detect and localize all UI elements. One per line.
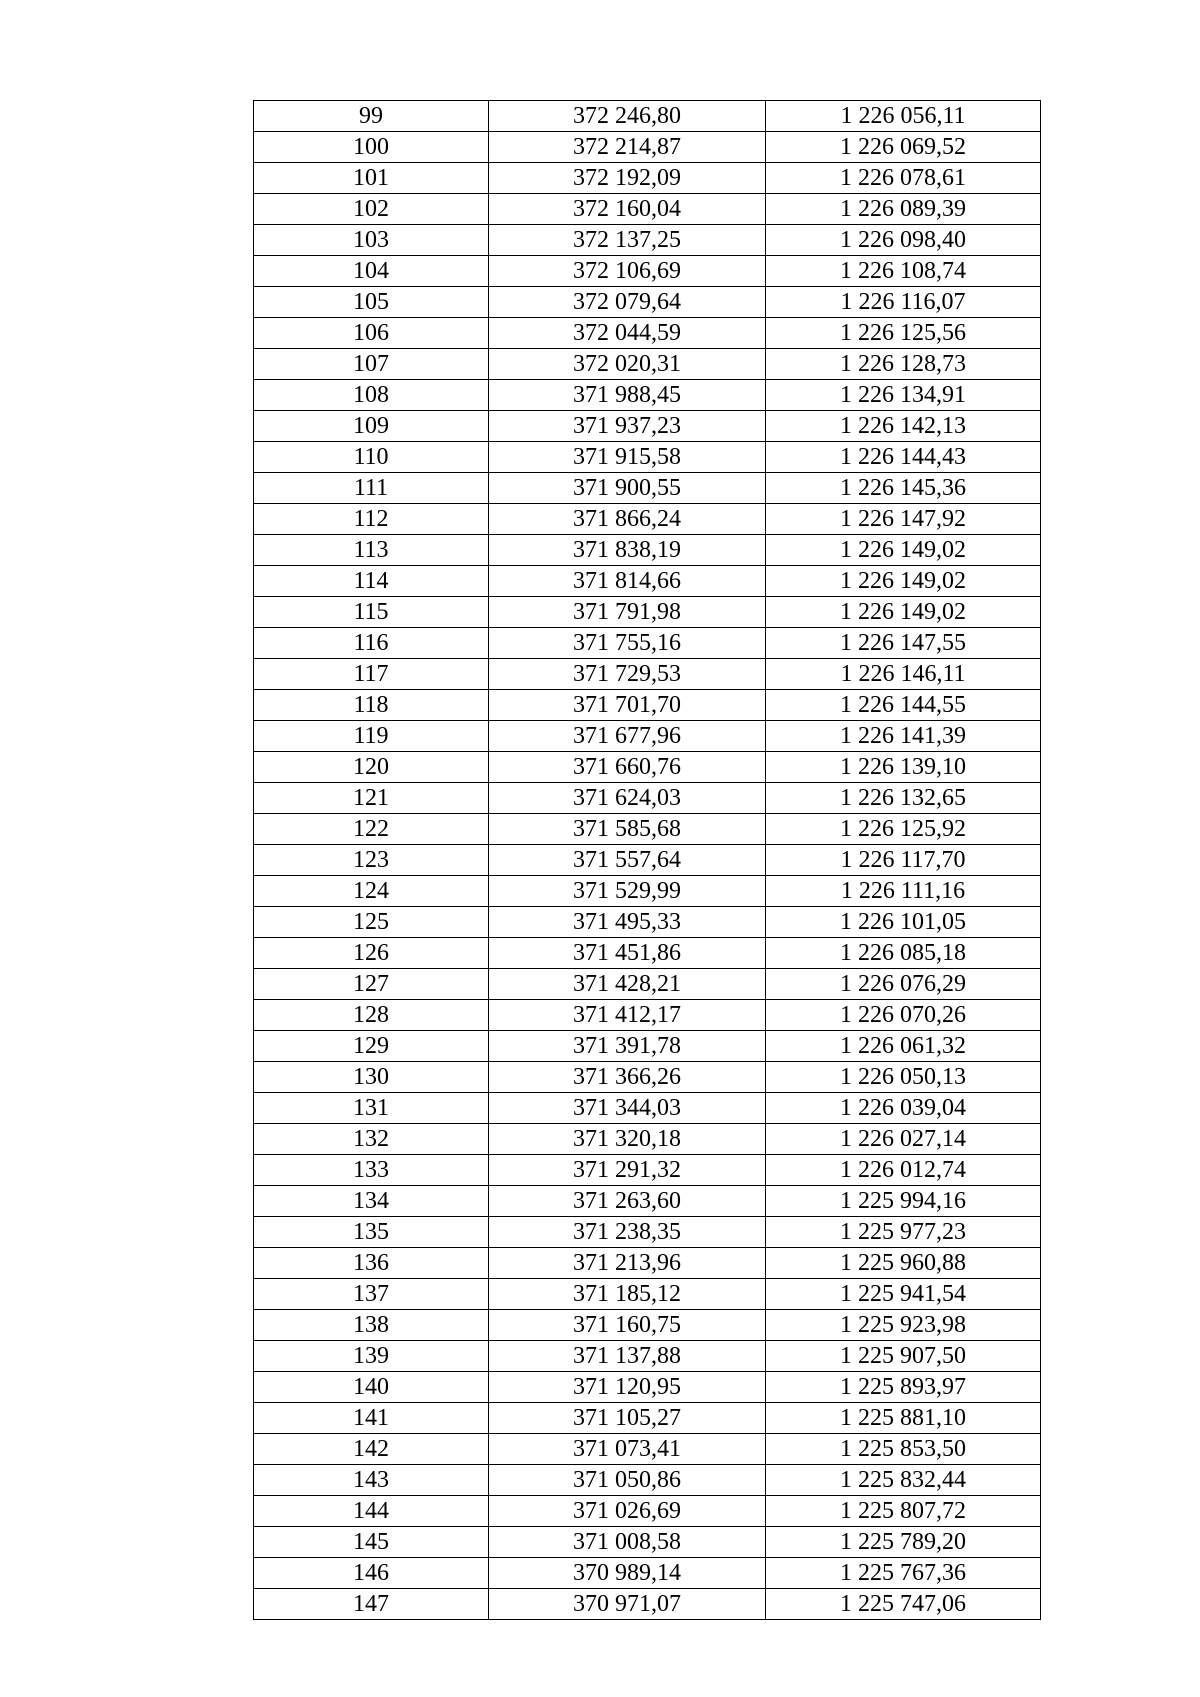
x-coordinate-cell: 371 937,23: [489, 411, 766, 442]
x-coordinate-cell: 372 246,80: [489, 101, 766, 132]
x-coordinate-cell: 372 044,59: [489, 318, 766, 349]
point-number-cell: 143: [254, 1465, 489, 1496]
point-number-cell: 116: [254, 628, 489, 659]
table-row: [254, 411, 1041, 442]
point-number-cell: 132: [254, 1124, 489, 1155]
table-row: [254, 752, 1041, 783]
point-number-cell: 134: [254, 1186, 489, 1217]
point-number-cell: 112: [254, 504, 489, 535]
point-number-cell: 125: [254, 907, 489, 938]
table-row: [254, 1031, 1041, 1062]
table-row: [254, 907, 1041, 938]
table-row: [254, 535, 1041, 566]
table-row: [254, 969, 1041, 1000]
table-row: [254, 783, 1041, 814]
point-number-cell: 109: [254, 411, 489, 442]
point-number-cell: 138: [254, 1310, 489, 1341]
x-coordinate-cell: 371 320,18: [489, 1124, 766, 1155]
point-number-cell: 140: [254, 1372, 489, 1403]
x-coordinate-cell: 371 160,75: [489, 1310, 766, 1341]
point-number-cell: 131: [254, 1093, 489, 1124]
point-number-cell: 100: [254, 132, 489, 163]
y-coordinate-cell: 1 225 881,10: [766, 1403, 1041, 1434]
y-coordinate-cell: 1 226 125,92: [766, 814, 1041, 845]
y-coordinate-cell: 1 226 134,91: [766, 380, 1041, 411]
y-coordinate-cell: 1 226 141,39: [766, 721, 1041, 752]
x-coordinate-cell: 372 137,25: [489, 225, 766, 256]
point-number-cell: 147: [254, 1589, 489, 1620]
y-coordinate-cell: 1 226 144,43: [766, 442, 1041, 473]
y-coordinate-cell: 1 226 098,40: [766, 225, 1041, 256]
point-number-cell: 118: [254, 690, 489, 721]
table-row: [254, 1341, 1041, 1372]
table-row: [254, 504, 1041, 535]
table-row: [254, 1310, 1041, 1341]
y-coordinate-cell: 1 226 012,74: [766, 1155, 1041, 1186]
x-coordinate-cell: 371 391,78: [489, 1031, 766, 1062]
y-coordinate-cell: 1 226 142,13: [766, 411, 1041, 442]
y-coordinate-cell: 1 225 941,54: [766, 1279, 1041, 1310]
y-coordinate-cell: 1 226 144,55: [766, 690, 1041, 721]
x-coordinate-cell: 371 291,32: [489, 1155, 766, 1186]
y-coordinate-cell: 1 226 050,13: [766, 1062, 1041, 1093]
point-number-cell: 126: [254, 938, 489, 969]
point-number-cell: 124: [254, 876, 489, 907]
y-coordinate-cell: 1 226 061,32: [766, 1031, 1041, 1062]
table-row: [254, 1527, 1041, 1558]
y-coordinate-cell: 1 226 070,26: [766, 1000, 1041, 1031]
y-coordinate-cell: 1 226 108,74: [766, 256, 1041, 287]
y-coordinate-cell: 1 226 145,36: [766, 473, 1041, 504]
point-number-cell: 144: [254, 1496, 489, 1527]
x-coordinate-cell: 372 192,09: [489, 163, 766, 194]
table-row: [254, 287, 1041, 318]
y-coordinate-cell: 1 226 078,61: [766, 163, 1041, 194]
point-number-cell: 122: [254, 814, 489, 845]
point-number-cell: 129: [254, 1031, 489, 1062]
table-row: [254, 597, 1041, 628]
x-coordinate-cell: 371 120,95: [489, 1372, 766, 1403]
point-number-cell: 102: [254, 194, 489, 225]
x-coordinate-cell: 371 915,58: [489, 442, 766, 473]
point-number-cell: 111: [254, 473, 489, 504]
x-coordinate-cell: 372 160,04: [489, 194, 766, 225]
table-row: [254, 132, 1041, 163]
point-number-cell: 127: [254, 969, 489, 1000]
x-coordinate-cell: 371 344,03: [489, 1093, 766, 1124]
y-coordinate-cell: 1 225 853,50: [766, 1434, 1041, 1465]
point-number-cell: 107: [254, 349, 489, 380]
y-coordinate-cell: 1 226 101,05: [766, 907, 1041, 938]
y-coordinate-cell: 1 226 132,65: [766, 783, 1041, 814]
point-number-cell: 110: [254, 442, 489, 473]
x-coordinate-cell: 371 495,33: [489, 907, 766, 938]
x-coordinate-cell: 371 026,69: [489, 1496, 766, 1527]
table-row: [254, 1217, 1041, 1248]
x-coordinate-cell: 371 900,55: [489, 473, 766, 504]
y-coordinate-cell: 1 226 147,55: [766, 628, 1041, 659]
table-row: [254, 1186, 1041, 1217]
table-row: [254, 194, 1041, 225]
y-coordinate-cell: 1 226 146,11: [766, 659, 1041, 690]
table-row: [254, 1496, 1041, 1527]
x-coordinate-cell: 371 008,58: [489, 1527, 766, 1558]
y-coordinate-cell: 1 225 907,50: [766, 1341, 1041, 1372]
y-coordinate-cell: 1 226 027,14: [766, 1124, 1041, 1155]
x-coordinate-cell: 371 660,76: [489, 752, 766, 783]
point-number-cell: 120: [254, 752, 489, 783]
x-coordinate-cell: 371 755,16: [489, 628, 766, 659]
table-row: [254, 101, 1041, 132]
table-row: [254, 318, 1041, 349]
table-row: [254, 1062, 1041, 1093]
y-coordinate-cell: 1 226 076,29: [766, 969, 1041, 1000]
y-coordinate-cell: 1 225 807,72: [766, 1496, 1041, 1527]
table-row: [254, 1000, 1041, 1031]
x-coordinate-cell: 371 428,21: [489, 969, 766, 1000]
table-row: [254, 1403, 1041, 1434]
x-coordinate-cell: 371 729,53: [489, 659, 766, 690]
x-coordinate-cell: 371 238,35: [489, 1217, 766, 1248]
table-row: [254, 1558, 1041, 1589]
y-coordinate-cell: 1 225 994,16: [766, 1186, 1041, 1217]
point-number-cell: 99: [254, 101, 489, 132]
table-row: [254, 225, 1041, 256]
x-coordinate-cell: 371 988,45: [489, 380, 766, 411]
point-number-cell: 146: [254, 1558, 489, 1589]
x-coordinate-cell: 371 451,86: [489, 938, 766, 969]
y-coordinate-cell: 1 226 116,07: [766, 287, 1041, 318]
y-coordinate-cell: 1 226 069,52: [766, 132, 1041, 163]
table-row: [254, 1124, 1041, 1155]
point-number-cell: 123: [254, 845, 489, 876]
x-coordinate-cell: 371 624,03: [489, 783, 766, 814]
y-coordinate-cell: 1 226 111,16: [766, 876, 1041, 907]
table-row: [254, 380, 1041, 411]
point-number-cell: 139: [254, 1341, 489, 1372]
point-number-cell: 104: [254, 256, 489, 287]
x-coordinate-cell: 371 213,96: [489, 1248, 766, 1279]
point-number-cell: 115: [254, 597, 489, 628]
x-coordinate-cell: 372 020,31: [489, 349, 766, 380]
x-coordinate-cell: 371 585,68: [489, 814, 766, 845]
y-coordinate-cell: 1 225 832,44: [766, 1465, 1041, 1496]
table-row: [254, 845, 1041, 876]
point-number-cell: 117: [254, 659, 489, 690]
point-number-cell: 114: [254, 566, 489, 597]
table-row: [254, 1248, 1041, 1279]
coordinates-table-body: [254, 101, 1041, 1620]
y-coordinate-cell: 1 226 039,04: [766, 1093, 1041, 1124]
point-number-cell: 106: [254, 318, 489, 349]
x-coordinate-cell: 371 557,64: [489, 845, 766, 876]
x-coordinate-cell: 371 529,99: [489, 876, 766, 907]
x-coordinate-cell: 371 073,41: [489, 1434, 766, 1465]
point-number-cell: 105: [254, 287, 489, 318]
point-number-cell: 101: [254, 163, 489, 194]
y-coordinate-cell: 1 225 767,36: [766, 1558, 1041, 1589]
point-number-cell: 108: [254, 380, 489, 411]
point-number-cell: 103: [254, 225, 489, 256]
table-row: [254, 1434, 1041, 1465]
point-number-cell: 136: [254, 1248, 489, 1279]
table-row: [254, 721, 1041, 752]
x-coordinate-cell: 372 106,69: [489, 256, 766, 287]
x-coordinate-cell: 371 791,98: [489, 597, 766, 628]
point-number-cell: 137: [254, 1279, 489, 1310]
x-coordinate-cell: 371 185,12: [489, 1279, 766, 1310]
point-number-cell: 113: [254, 535, 489, 566]
y-coordinate-cell: 1 226 149,02: [766, 535, 1041, 566]
y-coordinate-cell: 1 225 893,97: [766, 1372, 1041, 1403]
y-coordinate-cell: 1 226 128,73: [766, 349, 1041, 380]
x-coordinate-cell: 371 838,19: [489, 535, 766, 566]
point-number-cell: 133: [254, 1155, 489, 1186]
x-coordinate-cell: 371 263,60: [489, 1186, 766, 1217]
table-row: [254, 473, 1041, 504]
table-row: [254, 876, 1041, 907]
x-coordinate-cell: 371 866,24: [489, 504, 766, 535]
table-row: [254, 659, 1041, 690]
table-row: [254, 1155, 1041, 1186]
point-number-cell: 130: [254, 1062, 489, 1093]
x-coordinate-cell: 371 701,70: [489, 690, 766, 721]
y-coordinate-cell: 1 226 117,70: [766, 845, 1041, 876]
x-coordinate-cell: 371 105,27: [489, 1403, 766, 1434]
y-coordinate-cell: 1 226 147,92: [766, 504, 1041, 535]
x-coordinate-cell: 371 366,26: [489, 1062, 766, 1093]
point-number-cell: 119: [254, 721, 489, 752]
table-row: [254, 690, 1041, 721]
y-coordinate-cell: 1 226 125,56: [766, 318, 1041, 349]
table-row: [254, 1372, 1041, 1403]
table-row: [254, 349, 1041, 380]
table-row: [254, 628, 1041, 659]
x-coordinate-cell: 370 989,14: [489, 1558, 766, 1589]
x-coordinate-cell: 371 412,17: [489, 1000, 766, 1031]
table-row: [254, 256, 1041, 287]
point-number-cell: 121: [254, 783, 489, 814]
table-row: [254, 1465, 1041, 1496]
x-coordinate-cell: 372 079,64: [489, 287, 766, 318]
point-number-cell: 141: [254, 1403, 489, 1434]
table-row: [254, 566, 1041, 597]
table-row: [254, 938, 1041, 969]
point-number-cell: 128: [254, 1000, 489, 1031]
coordinates-table: [253, 100, 1041, 1620]
table-row: [254, 163, 1041, 194]
table-row: [254, 1589, 1041, 1620]
x-coordinate-cell: 371 137,88: [489, 1341, 766, 1372]
x-coordinate-cell: 371 677,96: [489, 721, 766, 752]
y-coordinate-cell: 1 226 139,10: [766, 752, 1041, 783]
point-number-cell: 142: [254, 1434, 489, 1465]
table-row: [254, 442, 1041, 473]
y-coordinate-cell: 1 226 089,39: [766, 194, 1041, 225]
table-row: [254, 1279, 1041, 1310]
x-coordinate-cell: 371 814,66: [489, 566, 766, 597]
y-coordinate-cell: 1 225 977,23: [766, 1217, 1041, 1248]
y-coordinate-cell: 1 226 056,11: [766, 101, 1041, 132]
y-coordinate-cell: 1 226 085,18: [766, 938, 1041, 969]
table-row: [254, 814, 1041, 845]
x-coordinate-cell: 372 214,87: [489, 132, 766, 163]
y-coordinate-cell: 1 226 149,02: [766, 597, 1041, 628]
x-coordinate-cell: 371 050,86: [489, 1465, 766, 1496]
y-coordinate-cell: 1 226 149,02: [766, 566, 1041, 597]
y-coordinate-cell: 1 225 747,06: [766, 1589, 1041, 1620]
point-number-cell: 135: [254, 1217, 489, 1248]
y-coordinate-cell: 1 225 789,20: [766, 1527, 1041, 1558]
x-coordinate-cell: 370 971,07: [489, 1589, 766, 1620]
table-row: [254, 1093, 1041, 1124]
y-coordinate-cell: 1 225 960,88: [766, 1248, 1041, 1279]
y-coordinate-cell: 1 225 923,98: [766, 1310, 1041, 1341]
point-number-cell: 145: [254, 1527, 489, 1558]
